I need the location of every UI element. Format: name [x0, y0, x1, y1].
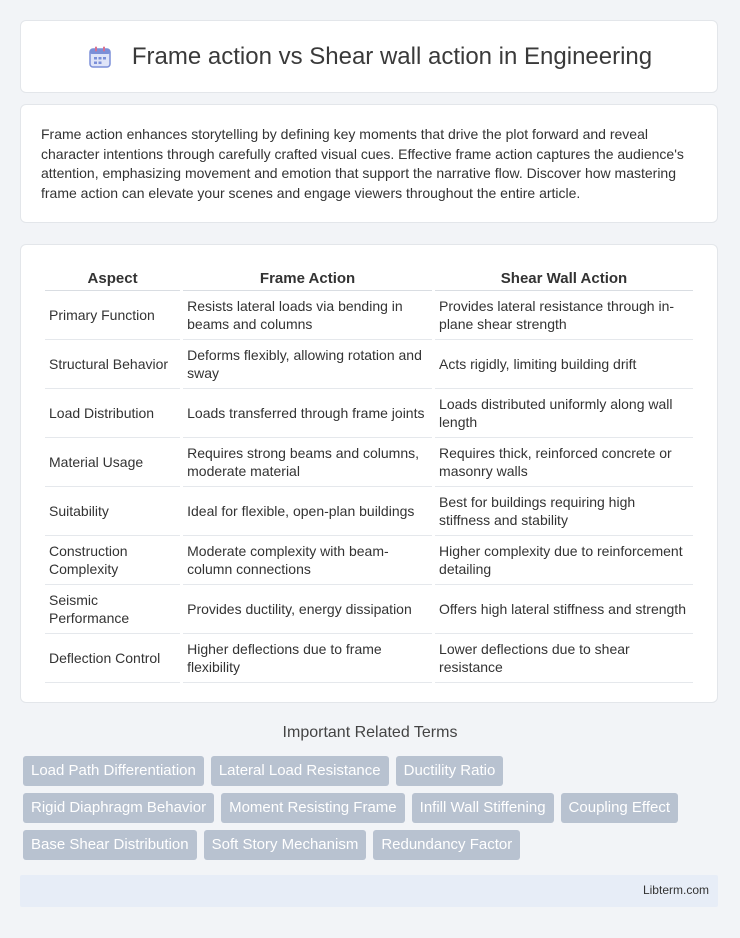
related-term-tag[interactable]: Infill Wall Stiffening — [412, 793, 554, 823]
table-row — [45, 389, 693, 438]
frame-action-cell: Ideal for flexible, open-plan buildings — [183, 487, 432, 536]
tag-row — [23, 793, 723, 823]
table-row — [45, 340, 693, 389]
related-term-tag[interactable]: Soft Story Mechanism — [204, 830, 367, 860]
aspect-cell: Structural Behavior — [45, 340, 180, 389]
frame-action-cell: Provides ductility, energy dissipation — [183, 585, 432, 634]
tag-row — [23, 830, 723, 860]
table-row — [45, 291, 693, 340]
table-row — [45, 585, 693, 634]
related-term-tag[interactable]: Redundancy Factor — [373, 830, 520, 860]
table-row — [45, 487, 693, 536]
frame-action-cell: Resists lateral loads via bending in beams and columns — [183, 291, 432, 340]
footer-site-name[interactable]: Libterm.com — [642, 883, 709, 897]
footer — [20, 875, 718, 907]
table-row — [45, 438, 693, 487]
table-row — [45, 536, 693, 585]
shear-wall-cell: Offers high lateral stiffness and strength — [435, 585, 693, 634]
comparison-table-card — [20, 244, 718, 703]
related-term-tag[interactable]: Base Shear Distribution — [23, 830, 197, 860]
column-header-aspect: Aspect — [45, 265, 180, 291]
shear-wall-cell: Acts rigidly, limiting building drift — [435, 340, 693, 389]
aspect-cell: Seismic Performance — [45, 585, 180, 634]
shear-wall-cell: Lower deflections due to shear resistance — [435, 634, 693, 683]
related-term-tag[interactable]: Rigid Diaphragm Behavior — [23, 793, 214, 823]
frame-action-cell: Requires strong beams and columns, moderate material — [183, 438, 432, 487]
tag-row — [23, 756, 723, 786]
frame-action-cell: Deforms flexibly, allowing rotation and sway — [183, 340, 432, 389]
aspect-cell: Load Distribution — [45, 389, 180, 438]
column-header-shear-wall-action: Shear Wall Action — [435, 265, 693, 291]
related-term-tag[interactable]: Moment Resisting Frame — [221, 793, 405, 823]
shear-wall-cell: Provides lateral resistance through in-plane shear strength — [435, 291, 693, 340]
aspect-cell: Construction Complexity — [45, 536, 180, 585]
aspect-cell: Material Usage — [45, 438, 180, 487]
column-header-frame-action: Frame Action — [183, 265, 432, 291]
shear-wall-cell: Higher complexity due to reinforcement detailing — [435, 536, 693, 585]
frame-action-cell: Higher deflections due to frame flexibility — [183, 634, 432, 683]
table-header-row — [45, 265, 693, 291]
related-term-tag[interactable]: Load Path Differentiation — [23, 756, 204, 786]
table-row — [45, 634, 693, 683]
frame-action-cell: Loads transferred through frame joints — [183, 389, 432, 438]
shear-wall-cell: Loads distributed uniformly along wall length — [435, 389, 693, 438]
shear-wall-cell: Best for buildings requiring high stiffness and stability — [435, 487, 693, 536]
shear-wall-cell: Requires thick, reinforced concrete or masonry walls — [435, 438, 693, 487]
related-terms-heading: Important Related Terms — [282, 724, 458, 741]
title-card — [20, 20, 718, 93]
aspect-cell: Suitability — [45, 487, 180, 536]
aspect-cell: Primary Function — [45, 291, 180, 340]
related-term-tag[interactable]: Coupling Effect — [561, 793, 678, 823]
related-term-tag[interactable]: Ductility Ratio — [396, 756, 504, 786]
related-terms-list — [23, 756, 723, 867]
aspect-cell: Deflection Control — [45, 634, 180, 683]
calendar-icon — [86, 43, 114, 71]
page-title: Frame action vs Shear wall action in Engineering — [131, 42, 653, 70]
intro-card — [20, 104, 718, 223]
comparison-table — [42, 265, 696, 683]
intro-text: Frame action enhances storytelling by defining key moments that drive the plot forward and reveal character intentions through carefully crafted visual cues. Effective frame action captures the audience's attention, emphasizing movement and emotion that support the narrative flow. Discover how mastering frame action can elevate your scenes and engage viewers throughout the entire article. — [41, 126, 684, 201]
frame-action-cell: Moderate complexity with beam-column connections — [183, 536, 432, 585]
related-term-tag[interactable]: Lateral Load Resistance — [211, 756, 389, 786]
